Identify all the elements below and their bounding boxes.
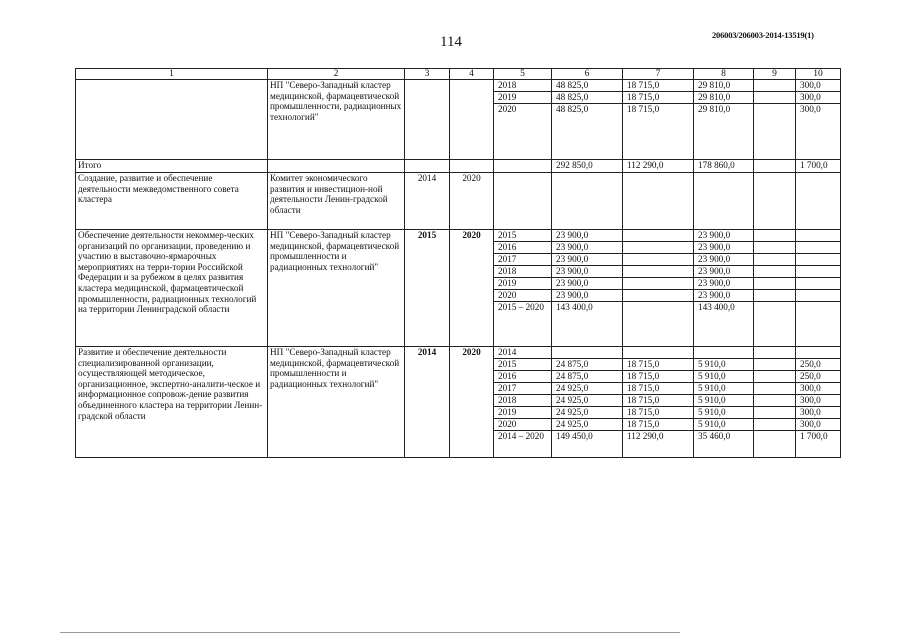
year-cell: 2019 <box>494 278 552 290</box>
local-cell <box>754 104 796 160</box>
other-cell: 1 700,0 <box>796 431 841 458</box>
other-cell: 300,0 <box>796 419 841 431</box>
federal-cell: 18 715,0 <box>623 80 694 92</box>
regional-cell: 5 910,0 <box>694 359 754 371</box>
federal-cell: 18 715,0 <box>623 371 694 383</box>
total-cell: 23 900,0 <box>552 266 623 278</box>
empty-cell <box>268 160 405 173</box>
total-cell: 24 875,0 <box>552 371 623 383</box>
total-cell: 48 825,0 <box>552 80 623 92</box>
col-header: 4 <box>450 69 494 80</box>
regional-cell: 178 860,0 <box>694 160 754 173</box>
activity-cell: Обеспечение деятельности некоммер-ческих организаций по организации, проведению и участию в выставочно-ярмарочных мероприятиях на терри-тории Российской Федерации и за рубежом в целях развития кластера медицинской, фармацевтической промышленности, радиационных технологий на территории Ленинградской области <box>76 230 268 347</box>
other-cell: 300,0 <box>796 104 841 160</box>
empty-cell <box>405 160 450 173</box>
federal-cell: 18 715,0 <box>623 395 694 407</box>
local-cell <box>754 80 796 92</box>
other-cell: 250,0 <box>796 371 841 383</box>
federal-cell: 18 715,0 <box>623 383 694 395</box>
year-cell: 2017 <box>494 383 552 395</box>
local-cell <box>754 160 796 173</box>
empty-cell <box>694 173 754 230</box>
regional-cell: 143 400,0 <box>694 302 754 347</box>
local-cell <box>754 290 796 302</box>
local-cell <box>754 278 796 290</box>
other-cell: 300,0 <box>796 407 841 419</box>
empty-cell <box>796 173 841 230</box>
empty-cell <box>552 173 623 230</box>
table-row <box>76 230 841 242</box>
regional-cell: 23 900,0 <box>694 230 754 242</box>
local-cell <box>754 419 796 431</box>
col-header: 2 <box>268 69 405 80</box>
start-year-cell: 2014 <box>405 347 450 458</box>
total-cell: 24 925,0 <box>552 419 623 431</box>
other-cell <box>796 278 841 290</box>
total-cell: 23 900,0 <box>552 242 623 254</box>
federal-cell: 112 290,0 <box>623 160 694 173</box>
federal-cell <box>623 302 694 347</box>
regional-cell: 23 900,0 <box>694 242 754 254</box>
federal-cell <box>623 278 694 290</box>
document-id: 206003/206003-2014-13519(1) <box>712 30 814 40</box>
year-cell: 2018 <box>494 395 552 407</box>
federal-cell: 112 290,0 <box>623 431 694 458</box>
federal-cell <box>623 230 694 242</box>
other-cell: 300,0 <box>796 92 841 104</box>
total-cell: 24 925,0 <box>552 395 623 407</box>
year-cell: 2014 – 2020 <box>494 431 552 458</box>
header-row <box>76 69 841 80</box>
activity-cell: Развитие и обеспечение деятельности специализированной организации, осуществляющей методическое, организационное, экспертно-аналити-ческое и информационное сопровож-дение развития объединенного кластера на территории Ленин-градской области <box>76 347 268 458</box>
regional-cell: 23 900,0 <box>694 278 754 290</box>
other-cell: 250,0 <box>796 359 841 371</box>
total-cell: 24 875,0 <box>552 359 623 371</box>
start-year-cell: 2014 <box>405 173 450 230</box>
start-year-cell <box>405 80 450 160</box>
year-cell: 2014 <box>494 347 552 359</box>
federal-cell: 18 715,0 <box>623 104 694 160</box>
year-cell: 2015 – 2020 <box>494 302 552 347</box>
federal-cell <box>623 242 694 254</box>
empty-cell <box>494 160 552 173</box>
local-cell <box>754 359 796 371</box>
local-cell <box>754 383 796 395</box>
local-cell <box>754 431 796 458</box>
col-header: 7 <box>623 69 694 80</box>
local-cell <box>754 242 796 254</box>
regional-cell: 5 910,0 <box>694 395 754 407</box>
regional-cell: 5 910,0 <box>694 419 754 431</box>
year-cell: 2016 <box>494 371 552 383</box>
col-header: 3 <box>405 69 450 80</box>
other-cell: 1 700,0 <box>796 160 841 173</box>
other-cell <box>796 302 841 347</box>
regional-cell: 23 900,0 <box>694 266 754 278</box>
other-cell <box>796 230 841 242</box>
col-header: 1 <box>76 69 268 80</box>
other-cell: 300,0 <box>796 395 841 407</box>
page-number: 114 <box>440 34 462 50</box>
year-cell: 2019 <box>494 92 552 104</box>
total-cell <box>552 347 623 359</box>
regional-cell: 35 460,0 <box>694 431 754 458</box>
federal-cell <box>623 347 694 359</box>
local-cell <box>754 371 796 383</box>
federal-cell: 18 715,0 <box>623 359 694 371</box>
year-cell: 2018 <box>494 80 552 92</box>
year-cell: 2020 <box>494 290 552 302</box>
total-cell: 23 900,0 <box>552 254 623 266</box>
local-cell <box>754 254 796 266</box>
total-cell: 24 925,0 <box>552 383 623 395</box>
regional-cell: 23 900,0 <box>694 290 754 302</box>
regional-cell: 29 810,0 <box>694 104 754 160</box>
total-cell: 23 900,0 <box>552 278 623 290</box>
regional-cell: 23 900,0 <box>694 254 754 266</box>
empty-cell <box>623 173 694 230</box>
activity-cell <box>76 80 268 160</box>
federal-cell: 18 715,0 <box>623 419 694 431</box>
table-row <box>76 173 841 230</box>
col-header: 10 <box>796 69 841 80</box>
col-header: 8 <box>694 69 754 80</box>
local-cell <box>754 302 796 347</box>
local-cell <box>754 347 796 359</box>
empty-cell <box>494 173 552 230</box>
other-cell <box>796 266 841 278</box>
federal-cell: 18 715,0 <box>623 407 694 419</box>
regional-cell: 5 910,0 <box>694 383 754 395</box>
regional-cell: 5 910,0 <box>694 407 754 419</box>
federal-cell <box>623 290 694 302</box>
local-cell <box>754 230 796 242</box>
empty-cell <box>754 173 796 230</box>
col-header: 9 <box>754 69 796 80</box>
total-cell: 23 900,0 <box>552 230 623 242</box>
total-cell: 143 400,0 <box>552 302 623 347</box>
organization-cell: НП "Северо-Западный кластер медицинской, фармацевтической промышленности и радиационных технологий" <box>268 347 405 458</box>
table-row <box>76 347 841 359</box>
total-cell: 48 825,0 <box>552 104 623 160</box>
total-row <box>76 160 841 173</box>
total-label: Итого <box>76 160 268 173</box>
empty-cell <box>450 160 494 173</box>
federal-cell: 18 715,0 <box>623 92 694 104</box>
other-cell: 300,0 <box>796 80 841 92</box>
activity-cell: Создание, развитие и обеспечение деятельности межведомственного совета кластера <box>76 173 268 230</box>
total-cell: 48 825,0 <box>552 92 623 104</box>
other-cell <box>796 242 841 254</box>
other-cell <box>796 290 841 302</box>
year-cell: 2016 <box>494 242 552 254</box>
program-table <box>75 68 841 458</box>
other-cell <box>796 254 841 266</box>
local-cell <box>754 92 796 104</box>
table-row <box>76 80 841 92</box>
year-cell: 2020 <box>494 104 552 160</box>
local-cell <box>754 266 796 278</box>
other-cell <box>796 347 841 359</box>
year-cell: 2019 <box>494 407 552 419</box>
local-cell <box>754 395 796 407</box>
local-cell <box>754 407 796 419</box>
federal-cell <box>623 254 694 266</box>
end-year-cell: 2020 <box>450 230 494 347</box>
organization-cell: НП "Северо-Западный кластер медицинской, фармацевтической промышленности и радиационных технологий" <box>268 230 405 347</box>
end-year-cell: 2020 <box>450 347 494 458</box>
footer-rule <box>60 632 680 633</box>
regional-cell: 29 810,0 <box>694 92 754 104</box>
total-cell: 292 850,0 <box>552 160 623 173</box>
end-year-cell: 2020 <box>450 173 494 230</box>
other-cell: 300,0 <box>796 383 841 395</box>
total-cell: 149 450,0 <box>552 431 623 458</box>
start-year-cell: 2015 <box>405 230 450 347</box>
regional-cell: 5 910,0 <box>694 371 754 383</box>
regional-cell <box>694 347 754 359</box>
col-header: 6 <box>552 69 623 80</box>
federal-cell <box>623 266 694 278</box>
organization-cell: Комитет экономического развития и инвестицион-ной деятельности Ленин-градской области <box>268 173 405 230</box>
regional-cell: 29 810,0 <box>694 80 754 92</box>
organization-cell: НП "Северо-Западный кластер медицинской, фармацевтической промышленности, радиационных технологий" <box>268 80 405 160</box>
year-cell: 2020 <box>494 419 552 431</box>
total-cell: 24 925,0 <box>552 407 623 419</box>
year-cell: 2018 <box>494 266 552 278</box>
total-cell: 23 900,0 <box>552 290 623 302</box>
col-header: 5 <box>494 69 552 80</box>
end-year-cell <box>450 80 494 160</box>
year-cell: 2015 <box>494 230 552 242</box>
year-cell: 2015 <box>494 359 552 371</box>
year-cell: 2017 <box>494 254 552 266</box>
